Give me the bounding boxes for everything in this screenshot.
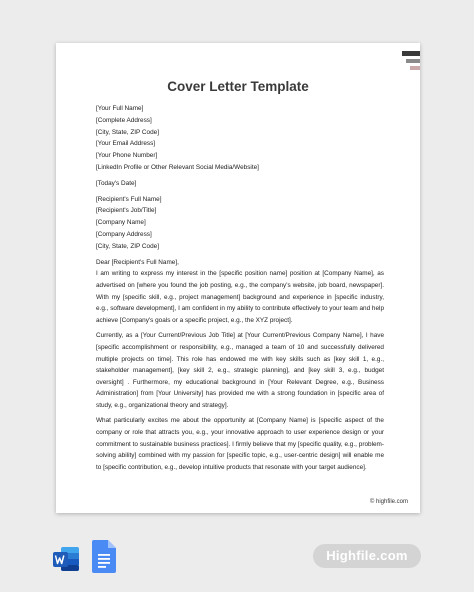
- sender-linkedin: [LinkedIn Profile or Other Relevant Social Media/Website]: [96, 163, 259, 171]
- accent-bar: [402, 51, 420, 56]
- accent-bar: [406, 59, 420, 63]
- recipient-name: [Recipient's Full Name]: [96, 195, 162, 203]
- document-page: [56, 43, 420, 513]
- document-title: Cover Letter Template: [167, 79, 309, 94]
- paragraph-motivation: What particularly excites me about the opportunity at [Company Name] is [specific aspect of the company or role that attracts you, e.g., your innovative approach to user experience design or your commitment to sustainable business practices]. I firmly believe that my [specific quality, e.g., problem-solving ability] combined with my passion for [specific topic, e.g., user-centric design] will enable me to [specific contribution, e.g., develop intuitive products that resonate with your target audience].: [96, 417, 384, 471]
- letter-date: [Today's Date]: [96, 179, 137, 187]
- sender-name: [Your Full Name]: [96, 105, 144, 112]
- letter-body: [96, 103, 384, 473]
- sender-address: [Complete Address]: [96, 116, 152, 124]
- recipient-company: [Company Name]: [96, 219, 146, 227]
- accent-bar: [410, 66, 420, 70]
- salutation: Dear [Recipient's Full Name],: [96, 258, 179, 266]
- highfile-brand-badge[interactable]: Highfile.com: [313, 544, 421, 568]
- recipient-city: [City, State, ZIP Code]: [96, 242, 159, 250]
- recipient-title: [Recipient's Job/Title]: [96, 207, 157, 215]
- sender-email: [Your Email Address]: [96, 140, 156, 148]
- paragraph-intro: I am writing to express my interest in the [specific position name] position at [Company Name], as advertised on [where you found the job posting, e.g., the company's website, job board, newspaper]. With my [specific skill, e.g., project management] background and experience in [specific industry, e.g., software development], I am confident in my ability to contribute effectively to your team and help achieve [Company's goals or a specific project, e.g., the XYZ project].: [96, 270, 384, 324]
- microsoft-word-icon[interactable]: [52, 545, 80, 573]
- paragraph-experience: Currently, as a [Your Current/Previous Job Title] at [Your Current/Previous Company Name], I have [specific accomplishment or responsibility, e.g., managed a team of 10 and successfully delivered multiple projects on time]. This role has endowed me with key skills such as [key skill 1, e.g., stakeholder management], [key skill 2, e.g., strategic planning], and [key skill 3, e.g., budget oversight] . Furthermore, my educational background in [Your Relevant Degree, e.g., Business Administration] from [Your University] has provided me with a strong foundation in [specific area of study, e.g., organizational theory and strategy].: [96, 332, 384, 409]
- sender-phone: [Your Phone Number]: [96, 152, 158, 160]
- google-docs-icon[interactable]: [92, 540, 116, 573]
- copyright-footer: © highfile.com: [369, 499, 408, 505]
- sender-city: [City, State, ZIP Code]: [96, 128, 159, 136]
- recipient-address: [Company Address]: [96, 230, 152, 238]
